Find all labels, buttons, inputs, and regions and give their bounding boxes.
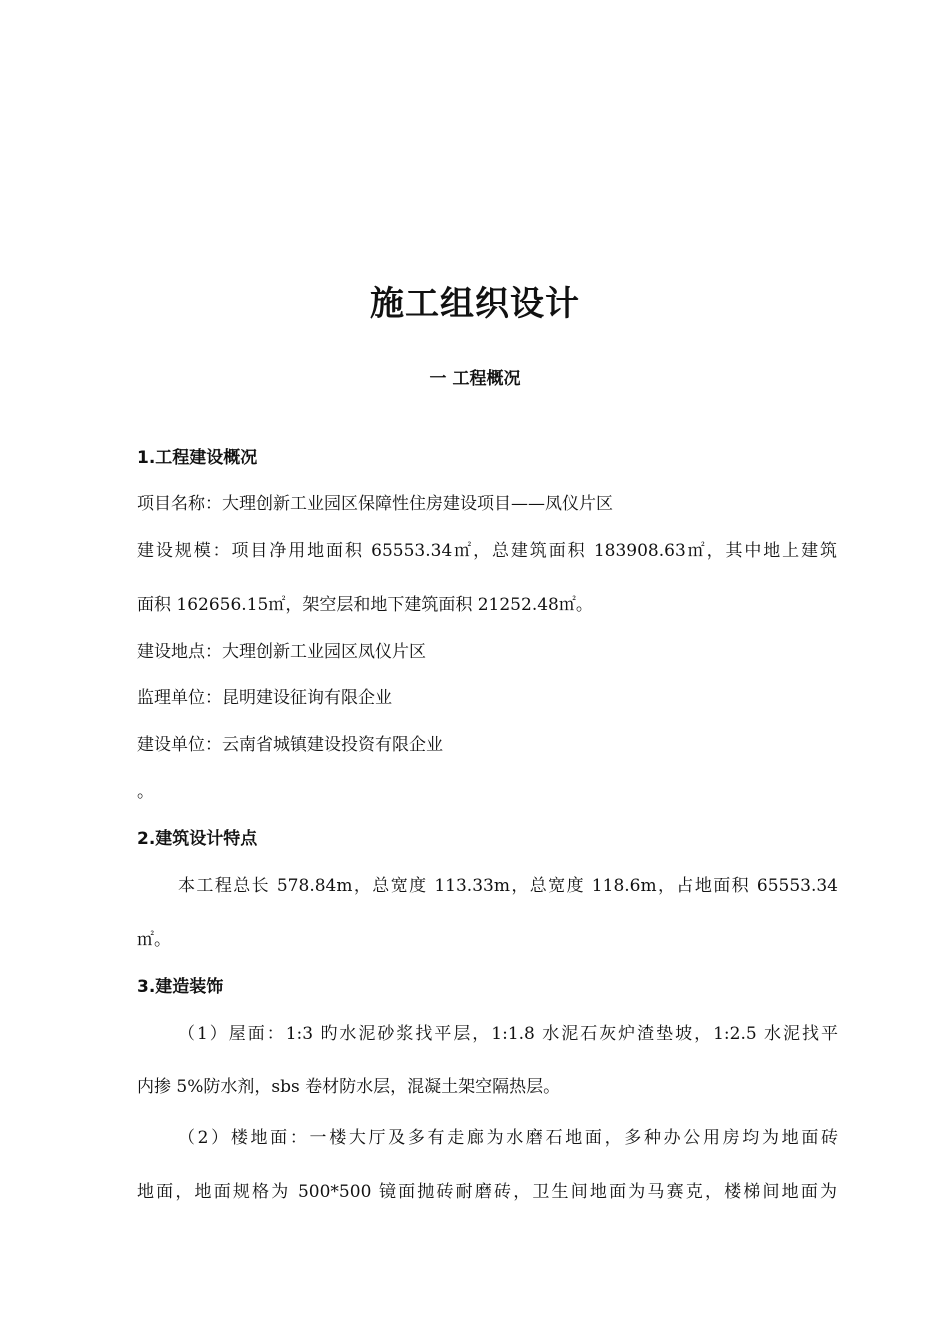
location: 建设地点：大理创新工业园区凤仪片区 [137,642,426,662]
section-2-line-2: ㎡。 [137,930,171,950]
chapter-heading: 一 工程概况 [429,369,521,389]
section-3-heading: 3.建造装饰 [137,977,224,997]
document-title: 施工组织设计 [370,284,580,324]
roof-line-2: 内掺 5%防水剂，sbs 卷材防水层，混凝土架空隔热层。 [137,1077,561,1097]
scale-line-2: 面积 162656.15㎡，架空层和地下建筑面积 21252.48㎡。 [137,595,593,615]
floor-line-1: （2）楼地面：一楼大厅及多有走廊为水磨石地面，多种办公用房均为地面砖 [178,1128,838,1148]
project-name: 项目名称：大理创新工业园区保障性住房建设项目——凤仪片区 [137,494,613,514]
section-2-line-1: 本工程总长 578.84m，总宽度 113.33m，总宽度 118.6m，占地面积 65553.34 [178,876,838,896]
roof-line-1: （1）屋面：1:3 旳水泥砂浆找平层，1:1.8 水泥石灰炉渣垫坡，1:2.5 水泥找平 [178,1024,838,1044]
stray-mark: 。 [137,782,154,802]
section-2-heading: 2.建筑设计特点 [137,829,258,849]
section-1-heading: 1.工程建设概况 [137,448,258,468]
supervisor-unit: 监理单位：昆明建设征询有限企业 [137,688,392,708]
owner-unit: 建设单位：云南省城镇建设投资有限企业 [137,735,443,755]
scale-line-1: 建设规模：项目净用地面积 65553.34㎡，总建筑面积 183908.63㎡，其中地上建筑 [137,541,837,561]
floor-line-2: 地面，地面规格为 500*500 镜面抛砖耐磨砖，卫生间地面为马赛克，楼梯间地面为 [137,1182,837,1202]
